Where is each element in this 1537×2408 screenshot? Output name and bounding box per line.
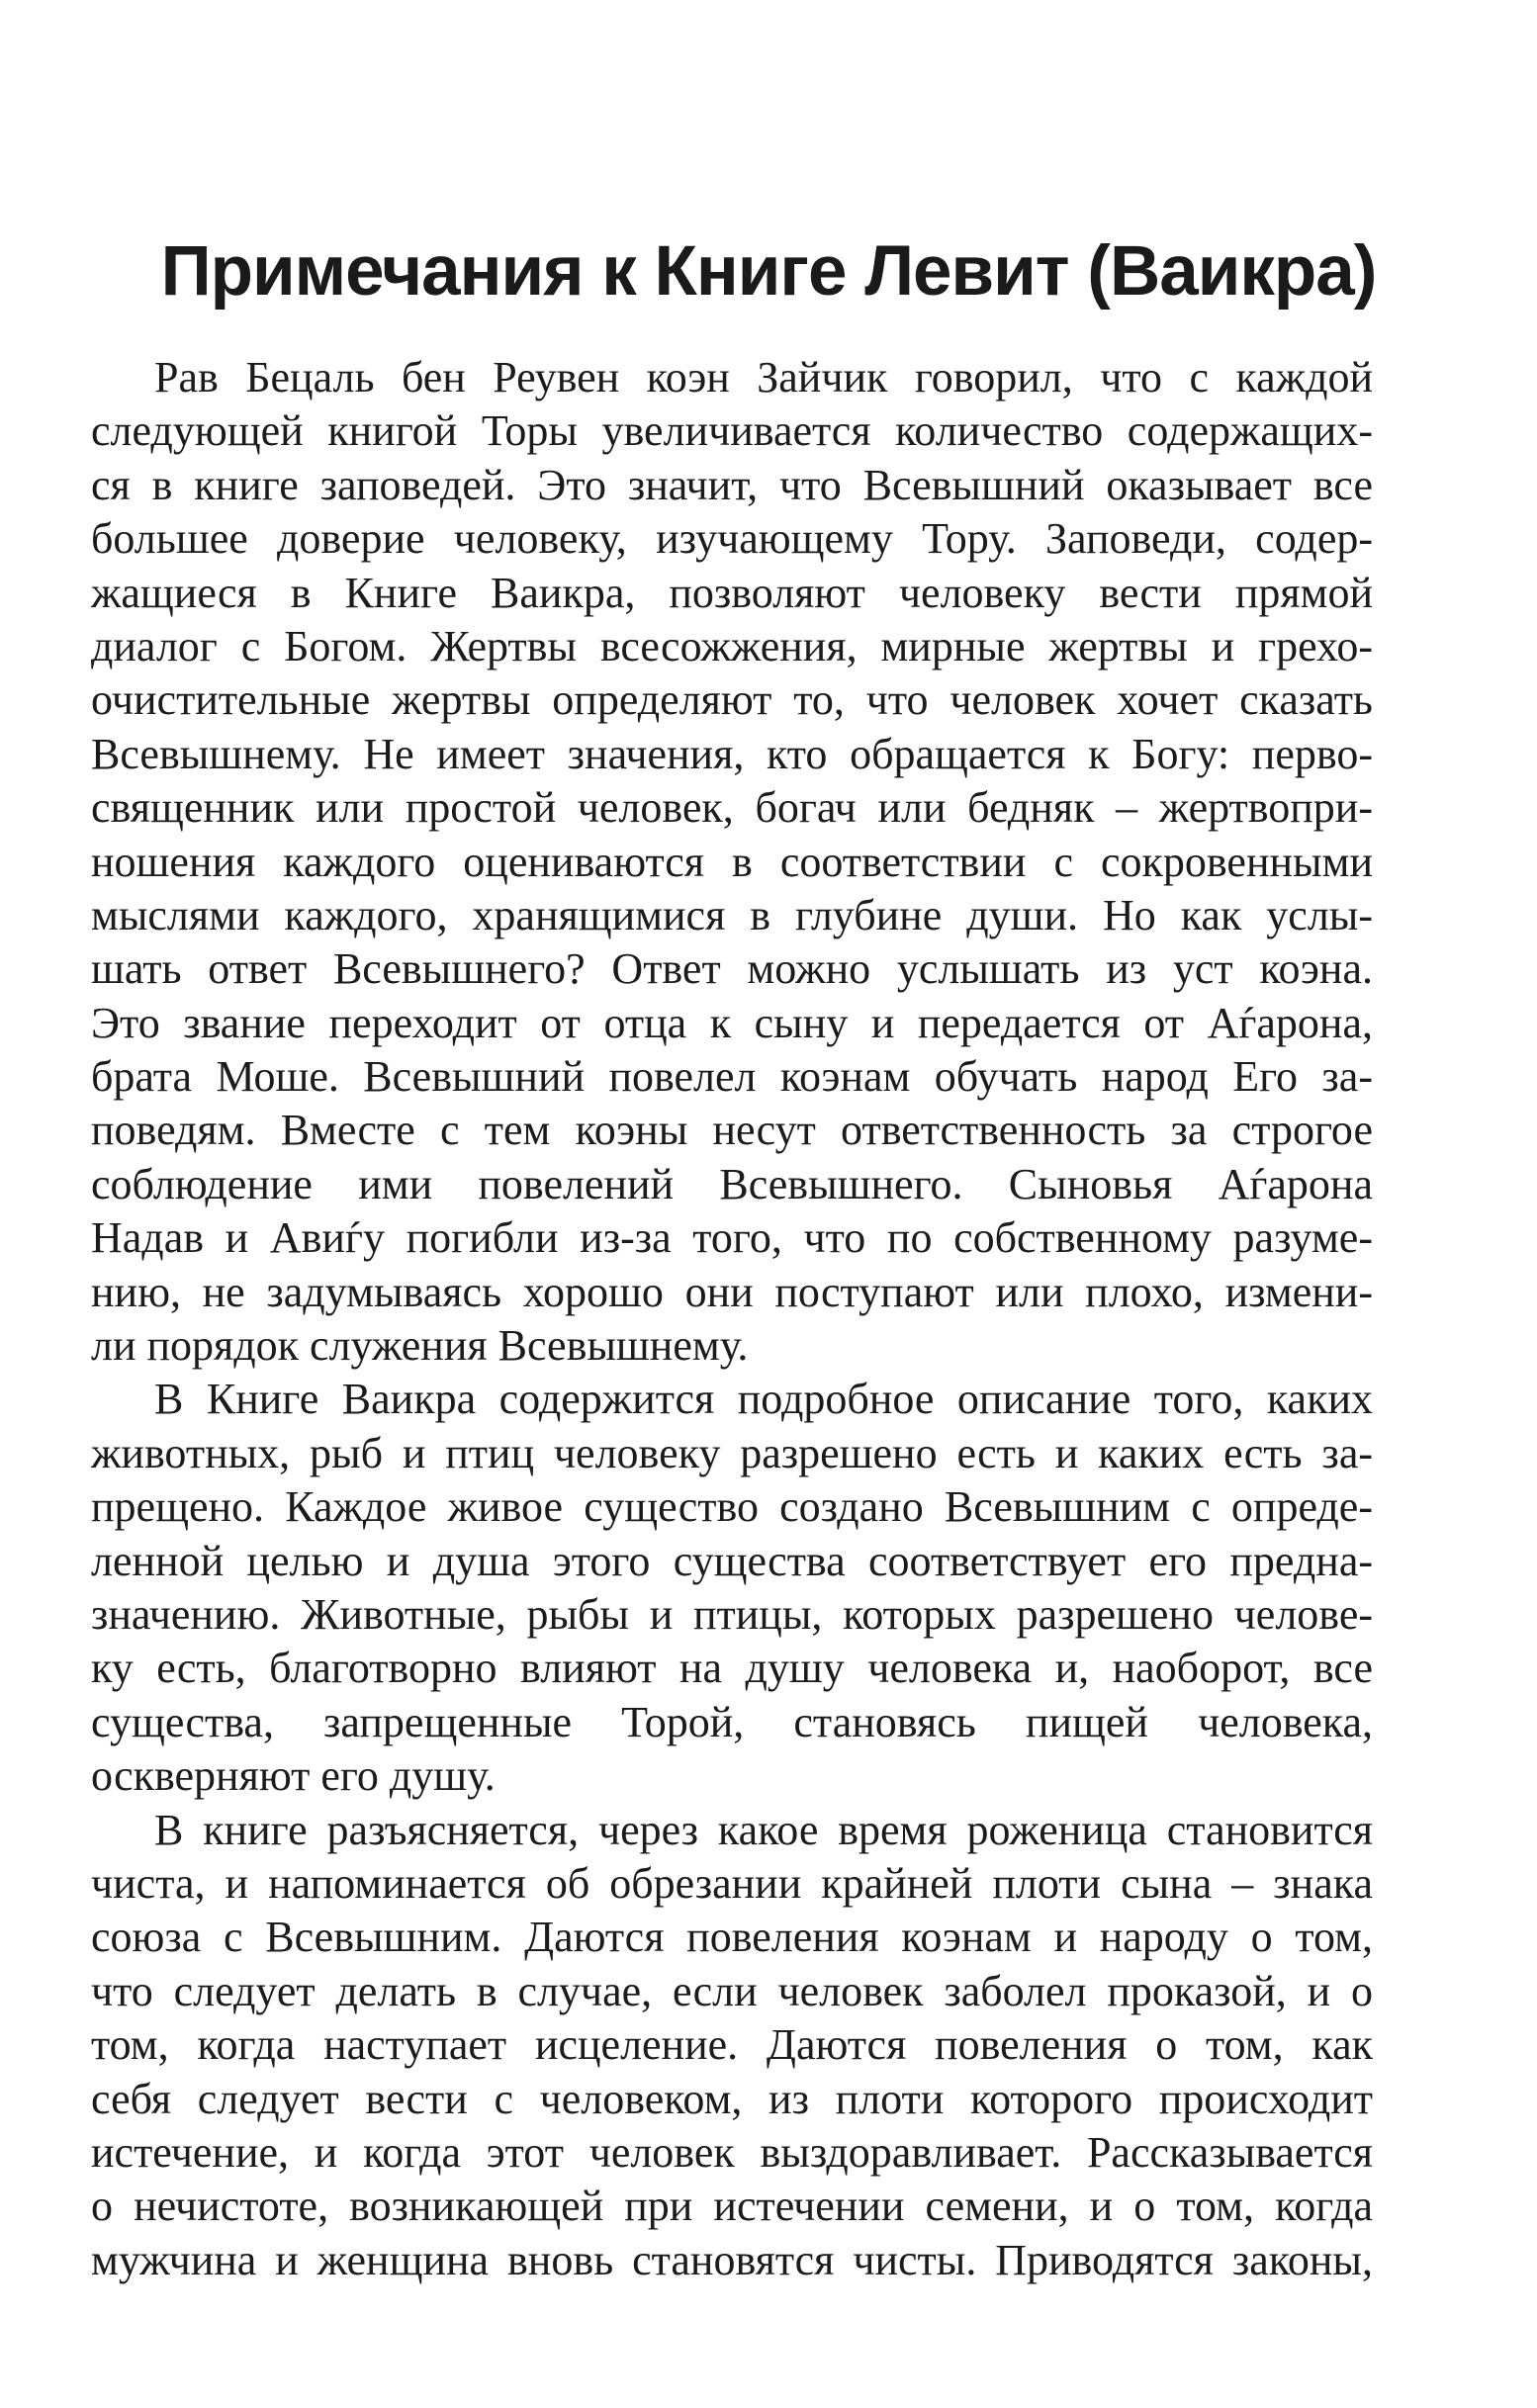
text-line: что следует делать в случае, если человек заболел проказой, и о <box>91 1966 1373 2015</box>
text-line: оскверняют его душу. <box>91 1751 496 1801</box>
paragraph <box>91 1373 1373 1803</box>
text-line: себя следует вести с человеком, из плоти которого происходит <box>91 2074 1373 2123</box>
text-line: В Книге Ваикра содержится подробное описание того, каких <box>154 1375 1373 1424</box>
body-text <box>91 351 1373 2287</box>
text-line: союза с Всевышним. Даются повеления коэнам и народу о том, <box>91 1913 1373 1962</box>
paragraph <box>91 1804 1373 2288</box>
text-line: соблюдение ими повелений Всевышнего. Сыновья Аѓарона <box>91 1159 1373 1208</box>
text-line: жащиеся в Книге Ваикра, позволяют человеку вести прямой <box>91 568 1373 617</box>
text-line: существа, запрещенные Торой, становясь пищей человека, <box>91 1697 1373 1746</box>
text-line: Всевышнему. Не имеет значения, кто обращается к Богу: перво- <box>91 729 1373 778</box>
text-line: ленной целью и душа этого существа соответствует его предна- <box>91 1536 1373 1585</box>
text-line: Это звание переходит от отца к сыну и передается от Аѓарона, <box>91 998 1373 1047</box>
page-title: Примечания к Книге Левит (Ваикра) <box>160 232 1377 311</box>
text-line: большее доверие человеку, изучающему Тору. Заповеди, содер- <box>91 514 1373 564</box>
text-line: мыслями каждого, хранящимися в глубине души. Но как услы- <box>91 890 1373 939</box>
text-line: прещено. Каждое живое существо создано Всевышним с опреде- <box>91 1482 1373 1532</box>
text-line: том, когда наступает исцеление. Даются повеления о том, как <box>91 2020 1373 2070</box>
text-line: о нечистоте, возникающей при истечении семени, и о том, когда <box>91 2182 1373 2231</box>
text-line: В книге разъясняется, через какое время роженица становится <box>154 1805 1373 1854</box>
text-line: ношения каждого оцениваются в соответствии с сокровенными <box>91 837 1373 886</box>
paragraph <box>91 351 1373 1373</box>
text-line: нию, не задумываясь хорошо они поступают или плохо, измени- <box>91 1267 1373 1316</box>
text-line: чиста, и напоминается об обрезании крайней плоти сына – знака <box>91 1858 1373 1908</box>
text-line: очистительные жертвы определяют то, что человек хочет сказать <box>91 675 1373 725</box>
text-line: значению. Животные, рыбы и птицы, которых разрешено челове- <box>91 1589 1373 1639</box>
text-line: истечение, и когда этот человек выздоравливает. Рассказывается <box>91 2127 1373 2177</box>
text-line: животных, рыб и птиц человеку разрешено есть и каких есть за- <box>91 1428 1373 1477</box>
text-line: ли порядок служения Всевышнему. <box>91 1321 749 1371</box>
text-line: Рав Бецаль бен Реувен коэн Зайчик говорил, что с каждой <box>154 353 1373 401</box>
text-line: ся в книге заповедей. Это значит, что Всевышний оказывает все <box>91 460 1373 509</box>
text-line: диалог с Богом. Жертвы всесожжения, мирные жертвы и грехо- <box>91 621 1373 670</box>
text-line: ку есть, благотворно влияют на душу человека и, наоборот, все <box>91 1644 1373 1693</box>
text-line: брата Моше. Всевышний повелел коэнам обучать народ Его за- <box>91 1052 1373 1102</box>
text-line: Надав и Авиѓу погибли из-за того, что по собственному разуме- <box>91 1213 1373 1263</box>
text-line: мужчина и женщина вновь становятся чисты. Приводятся законы, <box>91 2235 1373 2284</box>
text-line: шать ответ Всевышнего? Ответ можно услышать из уст коэна. <box>91 944 1373 994</box>
text-line: следующей книгой Торы увеличивается количество содержащих- <box>91 406 1373 456</box>
text-line: поведям. Вместе с тем коэны несут ответственность за строгое <box>91 1106 1373 1155</box>
text-line: священник или простой человек, богач или бедняк – жертвопри- <box>91 783 1373 833</box>
